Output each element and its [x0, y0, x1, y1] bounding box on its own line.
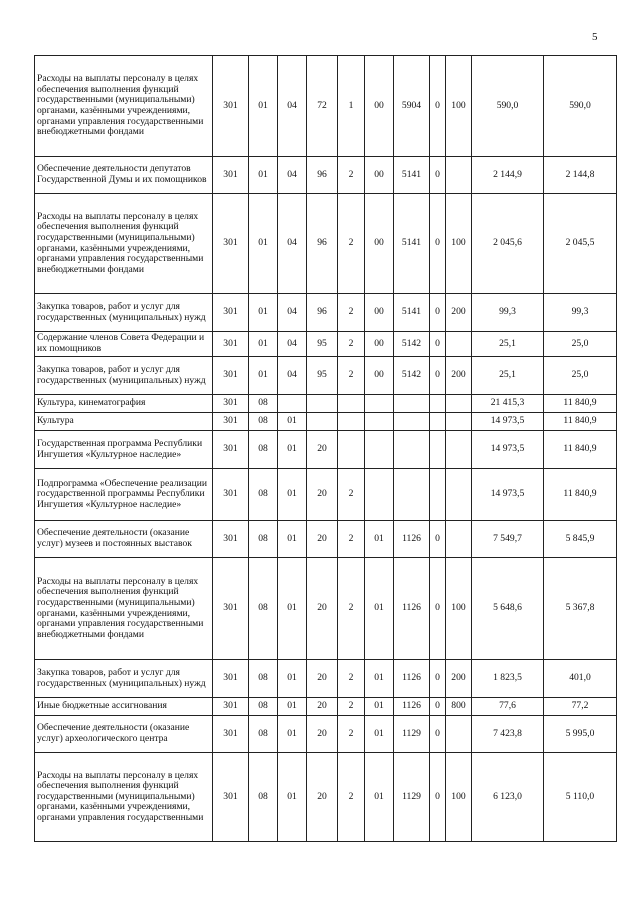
code-section: 01 — [249, 194, 278, 294]
code-subsection: 01 — [278, 698, 307, 716]
code-program — [307, 395, 338, 413]
code-direction — [394, 431, 430, 469]
amount-executed: 401,0 — [544, 660, 617, 698]
code-subsection: 01 — [278, 716, 307, 753]
code-subprogram — [338, 395, 365, 413]
code-subsection: 01 — [278, 521, 307, 558]
code-section: 01 — [249, 157, 278, 194]
code-subprogram — [338, 431, 365, 469]
amount-planned: 14 973,5 — [472, 469, 544, 521]
amount-executed: 11 840,9 — [544, 469, 617, 521]
code-section: 08 — [249, 698, 278, 716]
budget-item-name: Содержание членов Совета Федерации и их помощников — [35, 332, 213, 357]
code-extra: 0 — [430, 558, 446, 660]
code-subsection — [278, 395, 307, 413]
code-expense-type: 200 — [446, 294, 472, 332]
code-direction — [394, 395, 430, 413]
code-activity: 01 — [365, 558, 394, 660]
amount-executed: 5 845,9 — [544, 521, 617, 558]
budget-item-name: Культура — [35, 413, 213, 431]
code-subsection: 04 — [278, 56, 307, 157]
code-extra: 0 — [430, 332, 446, 357]
code-direction: 1126 — [394, 521, 430, 558]
amount-planned: 7 423,8 — [472, 716, 544, 753]
code-ministry: 301 — [213, 660, 249, 698]
code-extra: 0 — [430, 56, 446, 157]
page-number: 5 — [592, 31, 598, 43]
budget-item-name: Расходы на выплаты персоналу в целях обеспечения выполнения функций государственными (муниципальными) органами, казёнными учреждениями, органами управления государственными внебюджетными фондами — [35, 194, 213, 294]
budget-item-name: Обеспечение деятельности (оказание услуг) музеев и постоянных выставок — [35, 521, 213, 558]
amount-executed: 99,3 — [544, 294, 617, 332]
amount-planned: 590,0 — [472, 56, 544, 157]
code-direction: 1129 — [394, 753, 430, 842]
code-direction: 5141 — [394, 157, 430, 194]
code-ministry: 301 — [213, 521, 249, 558]
table-row — [35, 413, 617, 431]
code-extra — [430, 469, 446, 521]
table-row — [35, 157, 617, 194]
code-direction: 1129 — [394, 716, 430, 753]
code-subprogram: 2 — [338, 698, 365, 716]
code-extra: 0 — [430, 753, 446, 842]
code-subsection: 01 — [278, 558, 307, 660]
table-row — [35, 558, 617, 660]
code-extra — [430, 431, 446, 469]
code-activity: 01 — [365, 660, 394, 698]
amount-planned: 7 549,7 — [472, 521, 544, 558]
code-extra: 0 — [430, 194, 446, 294]
budget-item-name: Обеспечение деятельности депутатов Государственной Думы и их помощников — [35, 157, 213, 194]
code-activity: 01 — [365, 716, 394, 753]
code-section: 08 — [249, 431, 278, 469]
amount-planned: 14 973,5 — [472, 413, 544, 431]
amount-planned: 25,1 — [472, 332, 544, 357]
code-section: 08 — [249, 558, 278, 660]
code-extra: 0 — [430, 357, 446, 395]
amount-executed: 25,0 — [544, 357, 617, 395]
amount-executed: 11 840,9 — [544, 431, 617, 469]
amount-planned: 77,6 — [472, 698, 544, 716]
code-ministry: 301 — [213, 698, 249, 716]
code-expense-type — [446, 469, 472, 521]
code-program: 96 — [307, 194, 338, 294]
code-program: 95 — [307, 332, 338, 357]
table-row — [35, 431, 617, 469]
amount-executed: 11 840,9 — [544, 395, 617, 413]
code-activity: 00 — [365, 294, 394, 332]
code-section: 08 — [249, 716, 278, 753]
code-ministry: 301 — [213, 357, 249, 395]
code-activity: 00 — [365, 56, 394, 157]
code-direction: 5141 — [394, 194, 430, 294]
amount-planned: 21 415,3 — [472, 395, 544, 413]
code-activity — [365, 413, 394, 431]
code-program: 95 — [307, 357, 338, 395]
code-subsection: 04 — [278, 332, 307, 357]
budget-item-name: Подпрограмма «Обеспечение реализации государственной программы Республики Ингушетия «Культурное наследие» — [35, 469, 213, 521]
code-direction: 5141 — [394, 294, 430, 332]
code-program: 72 — [307, 56, 338, 157]
code-subprogram: 2 — [338, 332, 365, 357]
code-ministry: 301 — [213, 395, 249, 413]
code-subprogram — [338, 413, 365, 431]
code-expense-type: 100 — [446, 558, 472, 660]
code-subprogram: 2 — [338, 521, 365, 558]
code-direction: 5142 — [394, 357, 430, 395]
amount-executed: 2 144,8 — [544, 157, 617, 194]
code-expense-type: 800 — [446, 698, 472, 716]
amount-executed: 2 045,5 — [544, 194, 617, 294]
code-activity — [365, 469, 394, 521]
code-section: 08 — [249, 660, 278, 698]
table-row — [35, 716, 617, 753]
code-ministry: 301 — [213, 157, 249, 194]
code-ministry: 301 — [213, 194, 249, 294]
table-row — [35, 521, 617, 558]
code-ministry: 301 — [213, 431, 249, 469]
code-section: 08 — [249, 395, 278, 413]
table-row — [35, 753, 617, 842]
code-subprogram: 2 — [338, 157, 365, 194]
amount-executed: 590,0 — [544, 56, 617, 157]
code-extra: 0 — [430, 157, 446, 194]
amount-executed: 5 367,8 — [544, 558, 617, 660]
amount-planned: 2 144,9 — [472, 157, 544, 194]
code-ministry: 301 — [213, 716, 249, 753]
code-section: 01 — [249, 357, 278, 395]
code-program: 96 — [307, 294, 338, 332]
amount-executed: 77,2 — [544, 698, 617, 716]
table-row — [35, 698, 617, 716]
budget-item-name: Иные бюджетные ассигнования — [35, 698, 213, 716]
code-ministry: 301 — [213, 753, 249, 842]
table-row — [35, 469, 617, 521]
code-expense-type — [446, 332, 472, 357]
table-row — [35, 395, 617, 413]
budget-item-name: Закупка товаров, работ и услуг для государственных (муниципальных) нужд — [35, 294, 213, 332]
table-row — [35, 56, 617, 157]
budget-item-name: Расходы на выплаты персоналу в целях обеспечения выполнения функций государственными (муниципальными) органами, казёнными учреждениями, органами управления государственными — [35, 753, 213, 842]
amount-executed: 5 995,0 — [544, 716, 617, 753]
code-ministry: 301 — [213, 332, 249, 357]
budget-item-name: Расходы на выплаты персоналу в целях обеспечения выполнения функций государственными (муниципальными) органами, казёнными учреждениями, органами управления государственными внебюджетными фондами — [35, 558, 213, 660]
code-extra — [430, 413, 446, 431]
code-program: 20 — [307, 698, 338, 716]
amount-planned: 14 973,5 — [472, 431, 544, 469]
amount-executed: 5 110,0 — [544, 753, 617, 842]
code-subsection: 04 — [278, 294, 307, 332]
code-subprogram: 2 — [338, 660, 365, 698]
code-program: 20 — [307, 469, 338, 521]
code-subprogram: 2 — [338, 469, 365, 521]
code-program: 20 — [307, 558, 338, 660]
code-section: 01 — [249, 332, 278, 357]
amount-planned: 2 045,6 — [472, 194, 544, 294]
budget-item-name: Культура, кинематография — [35, 395, 213, 413]
code-direction — [394, 413, 430, 431]
code-expense-type: 100 — [446, 194, 472, 294]
code-activity: 01 — [365, 753, 394, 842]
code-subprogram: 2 — [338, 194, 365, 294]
code-ministry: 301 — [213, 56, 249, 157]
budget-item-name: Закупка товаров, работ и услуг для государственных (муниципальных) нужд — [35, 660, 213, 698]
table-row — [35, 357, 617, 395]
code-subsection: 01 — [278, 469, 307, 521]
code-expense-type: 100 — [446, 56, 472, 157]
code-section: 08 — [249, 753, 278, 842]
code-activity: 01 — [365, 521, 394, 558]
code-subsection: 01 — [278, 431, 307, 469]
code-activity — [365, 431, 394, 469]
code-expense-type: 200 — [446, 357, 472, 395]
code-extra: 0 — [430, 294, 446, 332]
code-activity: 00 — [365, 357, 394, 395]
code-extra: 0 — [430, 660, 446, 698]
amount-planned: 25,1 — [472, 357, 544, 395]
code-subprogram: 1 — [338, 56, 365, 157]
code-subprogram: 2 — [338, 753, 365, 842]
budget-item-name: Государственная программа Республики Ингушетия «Культурное наследие» — [35, 431, 213, 469]
code-ministry: 301 — [213, 294, 249, 332]
code-expense-type — [446, 395, 472, 413]
code-section: 08 — [249, 413, 278, 431]
code-program: 20 — [307, 660, 338, 698]
table-row — [35, 294, 617, 332]
code-section: 08 — [249, 521, 278, 558]
budget-item-name: Закупка товаров, работ и услуг для государственных (муниципальных) нужд — [35, 357, 213, 395]
code-subprogram: 2 — [338, 294, 365, 332]
code-direction: 1126 — [394, 558, 430, 660]
code-activity — [365, 395, 394, 413]
code-program — [307, 413, 338, 431]
code-subsection: 04 — [278, 157, 307, 194]
code-activity: 00 — [365, 332, 394, 357]
code-activity: 00 — [365, 157, 394, 194]
code-subsection: 04 — [278, 194, 307, 294]
code-subprogram: 2 — [338, 716, 365, 753]
budget-item-name: Обеспечение деятельности (оказание услуг) археологического центра — [35, 716, 213, 753]
code-subprogram: 2 — [338, 357, 365, 395]
code-expense-type — [446, 431, 472, 469]
amount-planned: 5 648,6 — [472, 558, 544, 660]
code-program: 20 — [307, 716, 338, 753]
amount-planned: 1 823,5 — [472, 660, 544, 698]
code-direction: 1126 — [394, 660, 430, 698]
code-extra: 0 — [430, 521, 446, 558]
budget-table — [34, 55, 617, 842]
code-extra: 0 — [430, 716, 446, 753]
code-subsection: 01 — [278, 660, 307, 698]
code-expense-type — [446, 521, 472, 558]
table-row — [35, 332, 617, 357]
code-program: 20 — [307, 431, 338, 469]
code-ministry: 301 — [213, 469, 249, 521]
code-extra — [430, 395, 446, 413]
code-section: 01 — [249, 56, 278, 157]
code-subsection: 01 — [278, 753, 307, 842]
code-direction: 5142 — [394, 332, 430, 357]
code-program: 20 — [307, 521, 338, 558]
code-expense-type — [446, 157, 472, 194]
code-ministry: 301 — [213, 413, 249, 431]
code-section: 08 — [249, 469, 278, 521]
code-activity: 01 — [365, 698, 394, 716]
amount-planned: 6 123,0 — [472, 753, 544, 842]
code-direction: 5904 — [394, 56, 430, 157]
code-activity: 00 — [365, 194, 394, 294]
code-program: 96 — [307, 157, 338, 194]
code-section: 01 — [249, 294, 278, 332]
code-subprogram: 2 — [338, 558, 365, 660]
code-expense-type: 200 — [446, 660, 472, 698]
code-expense-type: 100 — [446, 753, 472, 842]
code-direction — [394, 469, 430, 521]
code-ministry: 301 — [213, 558, 249, 660]
code-expense-type — [446, 716, 472, 753]
budget-item-name: Расходы на выплаты персоналу в целях обеспечения выполнения функций государственными (муниципальными) органами, казёнными учреждениями, органами управления государственными внебюджетными фондами — [35, 56, 213, 157]
amount-executed: 25,0 — [544, 332, 617, 357]
code-extra: 0 — [430, 698, 446, 716]
table-row — [35, 660, 617, 698]
table-row — [35, 194, 617, 294]
code-subsection: 01 — [278, 413, 307, 431]
code-subsection: 04 — [278, 357, 307, 395]
amount-executed: 11 840,9 — [544, 413, 617, 431]
amount-planned: 99,3 — [472, 294, 544, 332]
code-program: 20 — [307, 753, 338, 842]
code-expense-type — [446, 413, 472, 431]
code-direction: 1126 — [394, 698, 430, 716]
